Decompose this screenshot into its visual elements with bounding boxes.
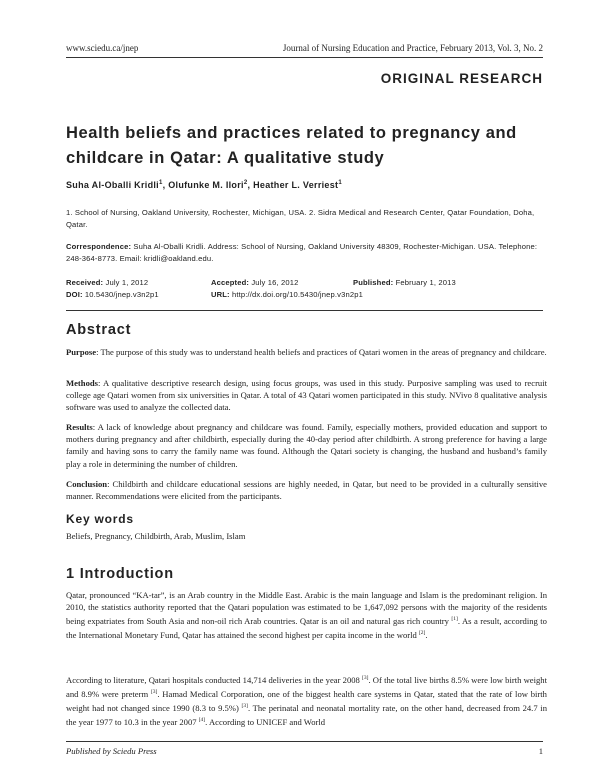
conclusion-text: : Childbirth and childcare educational sessions are highly needed, in Qatar, but need to be provided in a culturally sensitive manner. Recommendations were elicited from the participants. xyxy=(66,479,547,502)
page-number: 1 xyxy=(538,746,543,756)
correspondence xyxy=(66,241,547,265)
doi-label: DOI: xyxy=(66,290,83,299)
citation-ref[interactable]: [4] xyxy=(198,717,206,724)
author-name: Heather L. Verriest xyxy=(253,180,339,190)
intro-text: . According to UNICEF and World xyxy=(205,717,326,728)
url-label: URL: xyxy=(211,290,230,299)
keywords-list: Beliefs, Pregnancy, Childbirth, Arab, Muslim, Islam xyxy=(66,531,246,541)
intro-text: According to literature, Qatari hospitals conducted 14,714 deliveries in the year 2008 xyxy=(66,674,363,685)
published-label: Published: xyxy=(353,278,394,287)
abstract-methods xyxy=(66,377,547,414)
author-affiliation-mark: 2 xyxy=(243,180,248,186)
intro-text: . Hamad Medical Corporation, one of the biggest health care systems in Qatar, stated that the rate of low birth weight had not changed since 1990 (8.3 to 9.5%) xyxy=(66,688,547,713)
running-header-url: www.sciedu.ca/jnep xyxy=(66,43,139,53)
accepted-date: July 16, 2012 xyxy=(251,278,299,287)
header-rule xyxy=(66,57,543,58)
author-affiliation-mark: 1 xyxy=(338,180,342,186)
citation-ref[interactable]: [3] xyxy=(241,703,248,710)
affiliations: 1. School of Nursing, Oakland University, Rochester, Michigan, USA. 2. Sidra Medical and Research Center, Qatar Foundation, Doha, Qatar. xyxy=(66,208,535,229)
section-type-label: ORIGINAL RESEARCH xyxy=(380,71,543,86)
accepted-label: Accepted: xyxy=(211,278,250,287)
results-label: Results xyxy=(66,422,93,432)
intro-text: . xyxy=(425,630,428,641)
publisher-footer: Published by Sciedu Press xyxy=(66,746,157,756)
purpose-label: Purpose xyxy=(66,347,97,357)
citation-ref[interactable]: [1] xyxy=(451,616,458,623)
intro-paragraph-1 xyxy=(66,589,547,642)
running-header-journal: Journal of Nursing Education and Practice, February 2013, Vol. 3, No. 2 xyxy=(282,43,543,53)
received-label: Received: xyxy=(66,278,104,287)
section-divider xyxy=(66,310,543,311)
abstract-conclusion xyxy=(66,478,547,502)
results-text: : A lack of knowledge about pregnancy and childcare was found. Family, especially mothers, provided education and support to mothers during pregnancy and after childbirth, especially during the 40-day period after childbirth. A strong preference for having a large family and having sons to carry the family name was found. Although the Qatari society is changing, the husband and husband’s family play a role in determining the number of children. xyxy=(66,422,547,469)
abstract-heading: Abstract xyxy=(66,322,132,338)
purpose-text: : The purpose of this study was to understand health beliefs and practices of Qatari women in the areas of pregnancy and childcare. xyxy=(96,347,547,357)
intro-paragraph-2 xyxy=(66,672,547,728)
author-list: Suha Al-Oballi Kridli$^1$, Olufunke M. Ilori$^2$, Heather L. Verriest$^1$ xyxy=(66,180,342,190)
intro-text: . Of the total live births 8.5% were low birth weight and 8.9% were preterm xyxy=(66,674,547,699)
author-name: Suha Al-Oballi Kridli xyxy=(66,180,159,190)
citation-ref[interactable]: [2] xyxy=(418,630,426,637)
author-affiliation-mark: 1 xyxy=(158,180,163,186)
introduction-heading: 1 Introduction xyxy=(66,566,174,582)
article-title: Health beliefs and practices related to pregnancy and childcare in Qatar: A qualitative study xyxy=(66,124,517,167)
citation-ref[interactable]: [3] xyxy=(150,689,158,696)
correspondence-text: Suha Al-Oballi Kridli. Address: School of Nursing, Oakland University 48309, Rochester-Michigan. USA. Telephone: 248-364-8773. Email: kridli@oakland.edu. xyxy=(66,242,538,263)
methods-label: Methods xyxy=(66,378,98,388)
published-date: February 1, 2013 xyxy=(395,278,456,287)
url-link[interactable]: http://dx.doi.org/10.5430/jnep.v3n2p1 xyxy=(232,290,363,299)
author-name: Olufunke M. Ilori xyxy=(168,180,244,190)
abstract-purpose xyxy=(66,346,547,358)
intro-text: Qatar, pronounced “KA-tar”, is an Arab country in the Middle East. Arabic is the main language and Islam is the predominant religion. In 2010, the statistics authority reported that the Qatari population was estimated to be 1,647,092 persons with the majority of the residents being expatriates from South Asia and non-oil rich Arab countries. Qatar is an oil and natural gas rich country xyxy=(66,590,547,627)
footer-rule xyxy=(66,741,543,742)
intro-text: . The perinatal and neonatal mortality rate, on the other hand, decreased from 24.7 in the year 1977 to 10.3 in the year 2007 xyxy=(66,702,547,728)
doi-value: 10.5430/jnep.v3n2p1 xyxy=(84,290,159,299)
received-date: July 1, 2012 xyxy=(105,278,149,287)
keywords-heading: Key words xyxy=(66,512,134,526)
conclusion-label: Conclusion xyxy=(66,479,108,489)
methods-text: : A qualitative descriptive research design, using focus groups, was used in this study. Purposive sampling was used to recruit college age Qatari women from six universities in Qatar. A total of 43 Qatari women participated in this study. NVivo 8 qualitative analysis software was used to analyze the collected data. xyxy=(66,378,547,413)
citation-ref[interactable]: [3] xyxy=(362,675,369,681)
abstract-results xyxy=(66,421,547,470)
correspondence-label: Correspondence: xyxy=(66,242,132,251)
intro-text: . As a result, according to the International Monetary Fund, Qatar has attained the second highest per capita income in the world xyxy=(66,616,547,641)
